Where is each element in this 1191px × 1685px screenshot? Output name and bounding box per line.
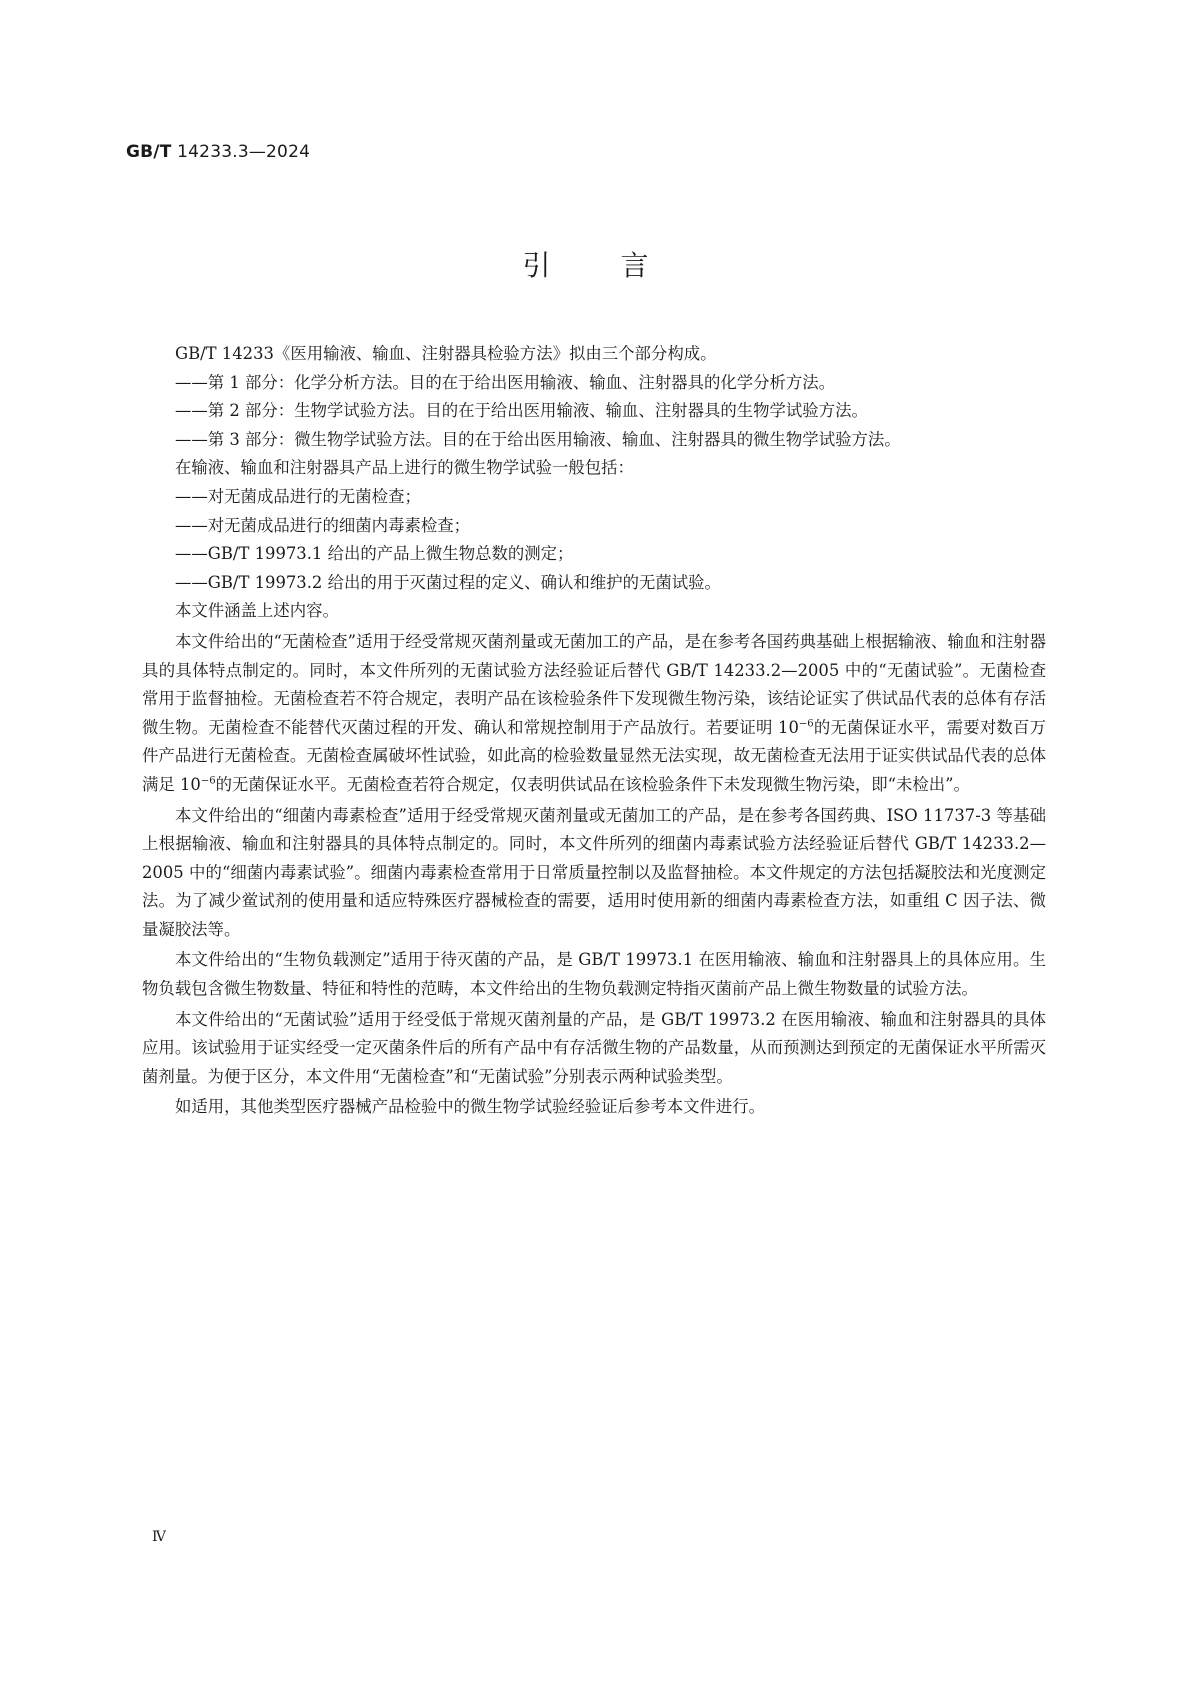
applicability-paragraph: 如适用，其他类型医疗器械产品检验中的微生物学试验经验证后参考本文件进行。 — [175, 1097, 766, 1117]
exponent: −6 — [798, 718, 814, 730]
sterility-test-paragraph: 本文件给出的“无菌试验”适用于经受低于常规灭菌剂量的产品，是 GB/T 19973.2 在医用输液、输血和注射器具的具体应用。该试验用于证实经受一定灭菌条件后的所有产品中有存活微生物的产品数量，从而预测达到预定的无菌保证水平所需灭菌剂量。为便于区分，本文件用“无菌检查”和“无菌试验”分别表示两种试验类型。 — [142, 1009, 1046, 1086]
introduction-body — [142, 340, 1046, 1122]
standard-number: 14233.3—2024 — [177, 142, 311, 162]
list-item: ——GB/T 19973.1 给出的产品上微生物总数的测定； — [175, 544, 574, 564]
list-item: ——对无菌成品进行的细菌内毒素检查； — [175, 515, 471, 535]
list-item: ——第 3 部分：微生物学试验方法。目的在于给出医用输液、输血、注射器具的微生物学试验方法。 — [175, 429, 901, 449]
document-code — [126, 142, 310, 162]
page-title: 引言 — [522, 249, 719, 282]
list-item: ——第 2 部分：生物学试验方法。目的在于给出医用输液、输血、注射器具的生物学试验方法。 — [175, 401, 868, 421]
standard-prefix: GB/T — [126, 142, 172, 162]
sterility-inspection-paragraph — [142, 628, 1046, 800]
bioburden-paragraph: 本文件给出的“生物负载测定”适用于待灭菌的产品，是 GB/T 19973.1 在医用输液、输血和注射器具上的具体应用。生物负载包含微生物数量、特征和特性的范畴，本文件给出的生物负载测定特指灭菌前产品上微生物数量的试验方法。 — [142, 950, 1046, 999]
text-run: 的无菌保证水平，需要对数百万件产品进行无菌检查。无菌检查属破坏性试验，如此高的检验数量显然无法实现，故无菌检查无法用于证实供试品代表的总体满足 10 — [142, 717, 1046, 794]
exponent: −6 — [200, 775, 216, 787]
intro-paragraph: 本文件涵盖上述内容。 — [175, 601, 339, 621]
text-run: 本文件给出的“无菌检查”适用于经受常规灭菌剂量或无菌加工的产品，是在参考各国药典基础上根据输液、输血和注射器具的具体特点制定的。同时，本文件所列的无菌试验方法经验证后替代 GB/T 14233.2—2005 中的“无菌试验”。无菌检查常用于监督抽检。无菌检查若不符合规定，表明产品在该检验条件下发现微生物污染，该结论证实了供试品代表的总体有存活微生物。无菌检查不能替代灭菌过程的开发、确认和常规控制用于产品放行。若要证明 10 — [142, 631, 1046, 737]
list-item: ——GB/T 19973.2 给出的用于灭菌过程的定义、确认和维护的无菌试验。 — [175, 572, 721, 592]
intro-paragraph: GB/T 14233《医用输液、输血、注射器具检验方法》拟由三个部分构成。 — [175, 344, 717, 363]
intro-paragraph: 在输液、输血和注射器具产品上进行的微生物学试验一般包括： — [175, 458, 634, 478]
list-item: ——第 1 部分：化学分析方法。目的在于给出医用输液、输血、注射器具的化学分析方法。 — [175, 372, 836, 392]
list-item: ——对无菌成品进行的无菌检查； — [175, 486, 421, 506]
text-run: 的无菌保证水平。无菌检查若符合规定，仅表明供试品在该检验条件下未发现微生物污染，即“未检出”。 — [215, 774, 970, 794]
page-number: Ⅳ — [152, 1529, 166, 1545]
endotoxin-paragraph: 本文件给出的“细菌内毒素检查”适用于经受常规灭菌剂量或无菌加工的产品，是在参考各国药典、ISO 11737-3 等基础上根据输液、输血和注射器具的具体特点制定的。同时，本文件所列的细菌内毒素试验方法经验证后替代 GB/T 14233.2—2005 中的“细菌内毒素试验”。细菌内毒素检查常用于日常质量控制以及监督抽检。本文件规定的方法包括凝胶法和光度测定法。为了减少鲎试剂的使用量和适应特殊医疗器械检查的需要，适用时使用新的细菌内毒素检查方法，如重组 C 因子法、微量凝胶法等。 — [142, 805, 1046, 939]
